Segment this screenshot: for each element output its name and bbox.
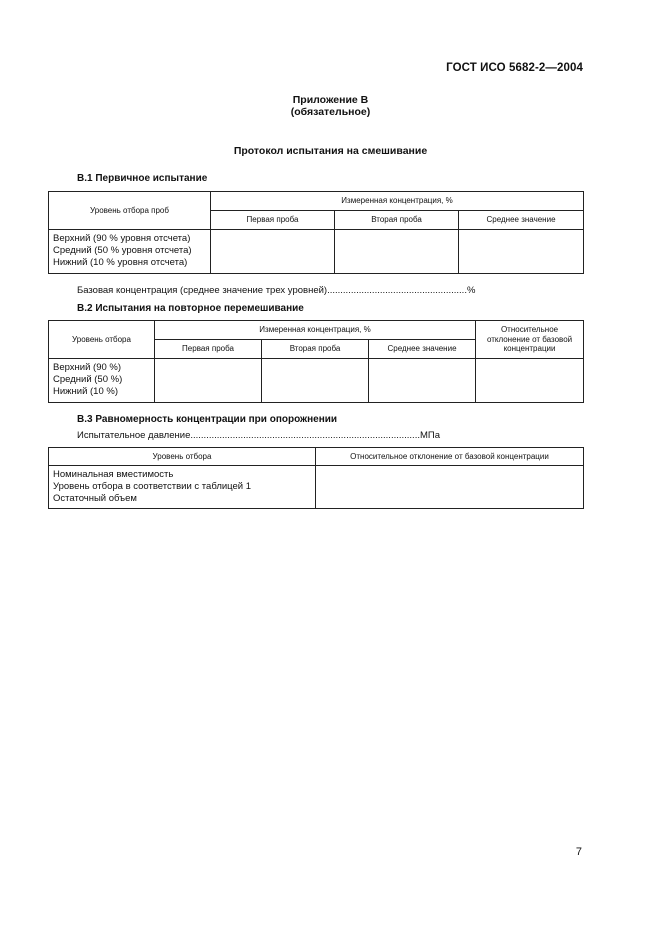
b3-col-level: Уровень отбора [49, 448, 316, 466]
b1-level-bottom: Нижний (10 % уровня отсчета) [53, 257, 188, 269]
b1-level-middle: Средний (50 % уровня отсчета) [53, 245, 192, 257]
b1-col-measured: Измеренная концентрация, % [211, 192, 584, 211]
b1-levels-cell [49, 230, 211, 274]
b3-level-residual: Остаточный объем [53, 493, 137, 505]
b1-second-value [335, 230, 459, 274]
b2-levels-cell [49, 359, 155, 403]
b3-level-table1: Уровень отбора в соответствии с таблицей 1 [53, 481, 252, 493]
b1-level-top: Верхний (90 % уровня отсчета) [53, 233, 191, 244]
b2-relative-value [476, 359, 584, 403]
table-b3 [48, 447, 584, 509]
b2-col-average: Среднее значение [369, 340, 476, 359]
b2-col-second: Вторая проба [262, 340, 369, 359]
b2-average-value [369, 359, 476, 403]
b2-first-value [155, 359, 262, 403]
b2-level-middle: Средний (50 %) [53, 374, 123, 386]
b2-col-level: Уровень отбора [49, 321, 155, 359]
b1-col-first: Первая проба [211, 211, 335, 230]
b2-col-measured: Измеренная концентрация, % [155, 321, 476, 340]
section-b2-heading: В.2 Испытания на повторное перемешивание [77, 303, 304, 314]
b1-col-average: Среднее значение [459, 211, 584, 230]
b2-level-top: Верхний (90 %) [53, 362, 122, 373]
base-concentration-line: Базовая концентрация (среднее значение трех уровней).....................................................% [77, 285, 476, 296]
protocol-title: Протокол испытания на смешивание [233, 145, 428, 157]
b3-relative-value [316, 466, 584, 509]
b2-col-relative: Относительное отклонение от базовой концентрации [476, 321, 584, 359]
b1-col-level: Уровень отбора проб [49, 192, 211, 230]
section-b1-heading: В.1 Первичное испытание [77, 173, 208, 184]
table-b1 [48, 191, 584, 274]
b3-level-nominal: Номинальная вместимость [53, 469, 174, 480]
b2-second-value [262, 359, 369, 403]
b1-col-second: Вторая проба [335, 211, 459, 230]
b2-level-bottom: Нижний (10 %) [53, 386, 119, 398]
test-pressure-line: Испытательное давление.......................................................................................МПа [77, 430, 440, 441]
page-number: 7 [575, 846, 582, 858]
appendix-title: Приложение В [292, 94, 369, 106]
appendix-subtitle: (обязательное) [290, 106, 371, 118]
table-b2 [48, 320, 584, 403]
b3-col-relative: Относительное отклонение от базовой концентрации [316, 448, 584, 466]
b3-levels-cell [49, 466, 316, 509]
b2-col-first: Первая проба [155, 340, 262, 359]
section-b3-heading: В.3 Равномерность концентрации при опорожнении [77, 414, 338, 425]
standard-id: ГОСТ ИСО 5682-2—2004 [446, 62, 583, 74]
b1-average-value [459, 230, 584, 274]
b1-first-value [211, 230, 335, 274]
